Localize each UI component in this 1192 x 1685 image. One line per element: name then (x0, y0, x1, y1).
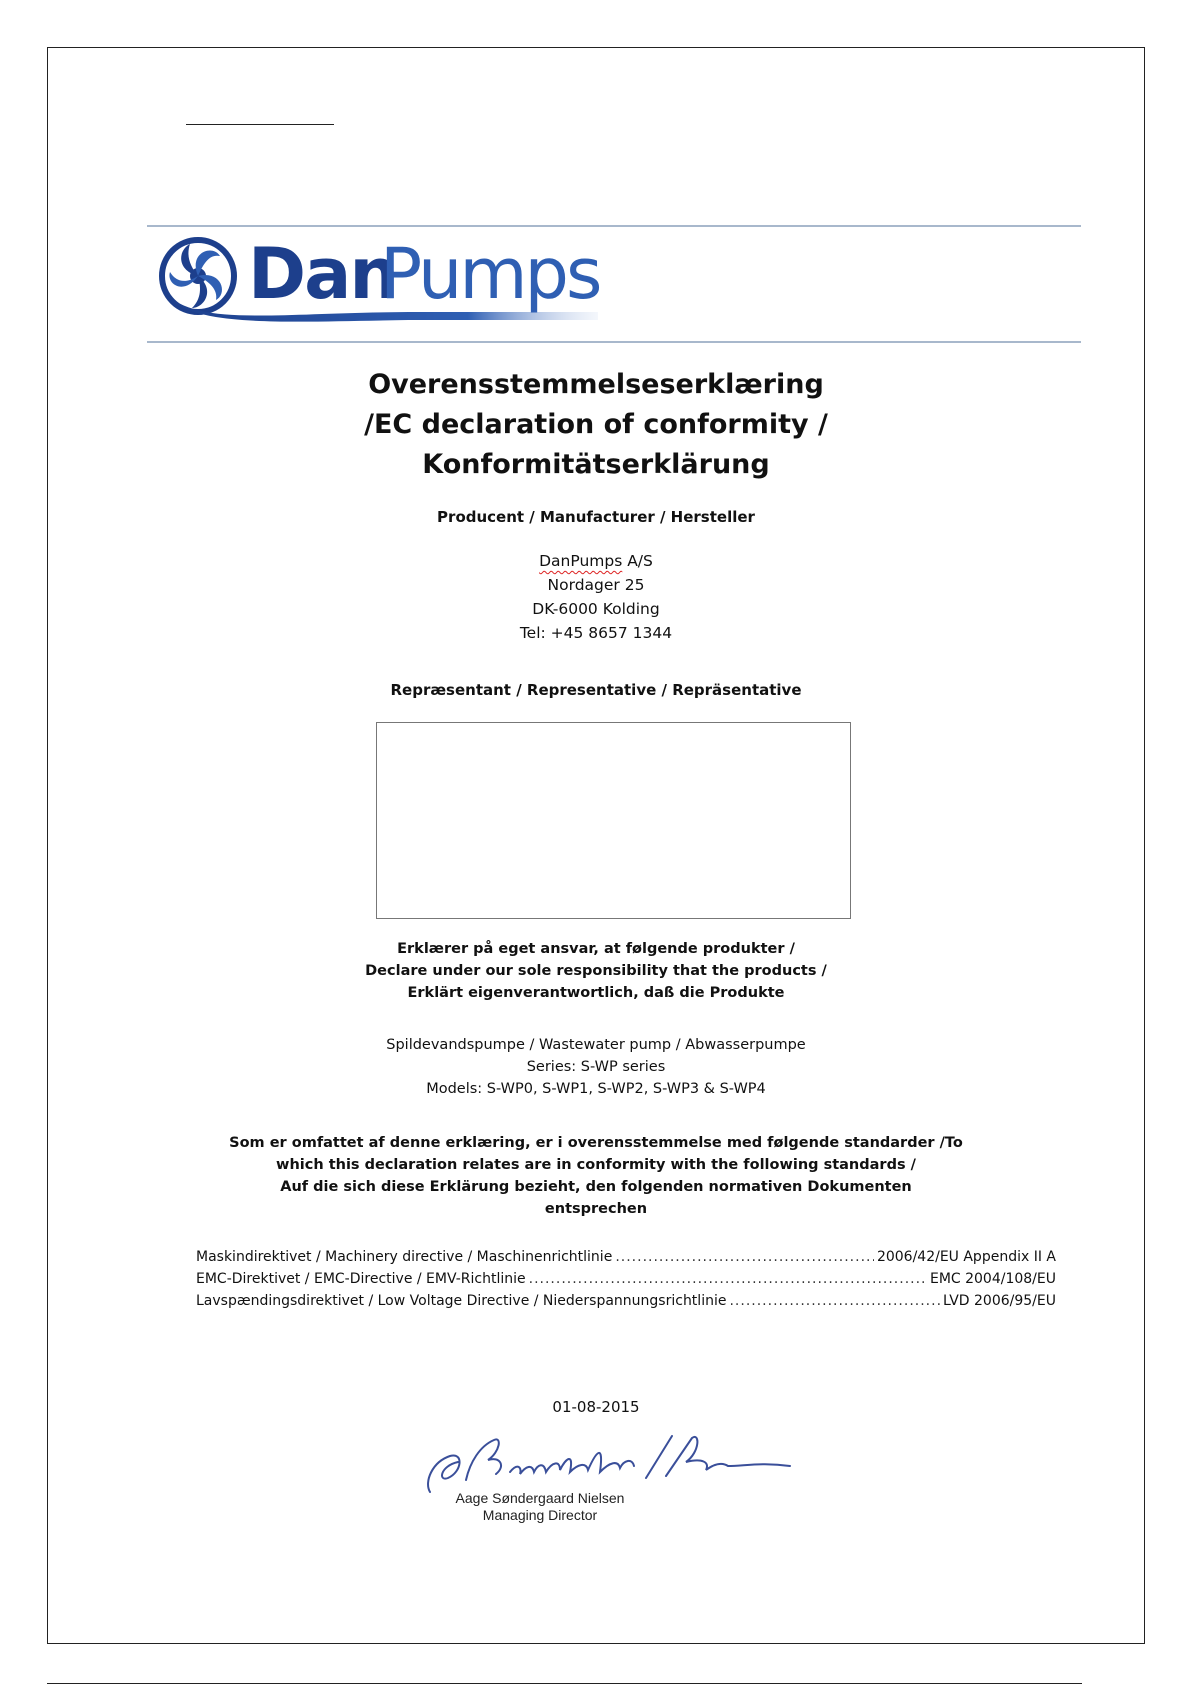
directive-row-machinery (196, 1246, 1056, 1268)
manufacturer-address (47, 549, 1145, 645)
signer-block (440, 1490, 640, 1524)
logo-band-top-line (147, 225, 1081, 227)
title-line-german: Konformitätserklärung (422, 449, 770, 480)
directive-name: EMC-Direktivet / EMC-Directive / EMV-Richtlinie (196, 1271, 526, 1287)
declaration-date: 01-08-2015 (552, 1398, 640, 1416)
directives-list (196, 1246, 1056, 1312)
directive-reference: EMC 2004/108/EU (929, 1271, 1056, 1287)
dot-leader (529, 1268, 927, 1290)
standards-line-3: Auf die sich diese Erklärung bezieht, den folgenden normativen Dokumenten (280, 1179, 912, 1195)
logo-brand-pumps: Pumps (380, 233, 600, 315)
street-line: Nordager 25 (547, 576, 645, 594)
logo-band-bottom-line (147, 341, 1081, 343)
company-name: DanPumps (539, 552, 623, 570)
declaration-line-german: Erklärt eigenverantwortlich, daß die Produkte (407, 985, 785, 1001)
product-models: Models: S-WP0, S-WP1, S-WP2, S-WP3 & S-WP4 (426, 1081, 766, 1097)
directive-reference: LVD 2006/95/EU (942, 1293, 1056, 1309)
phone-line: Tel: +45 8657 1344 (519, 624, 673, 642)
declaration-line-english: Declare under our sole responsibility that the products / (365, 963, 827, 979)
directive-row-low-voltage (196, 1290, 1056, 1312)
representative-heading: Repræsentant / Representative / Repräsentative (390, 681, 802, 699)
logo-brand-dan: Dan (248, 233, 398, 315)
signer-title: Managing Director (482, 1507, 598, 1523)
directive-name: Lavspændingsdirektivet / Low Voltage Directive / Niederspannungsrichtlinie (196, 1293, 727, 1309)
directive-reference: 2006/42/EU Appendix II A (876, 1249, 1056, 1265)
standards-line-2: which this declaration relates are in conformity with the following standards / (276, 1157, 916, 1173)
dot-leader (729, 1290, 939, 1312)
manufacturer-heading: Producent / Manufacturer / Hersteller (437, 508, 755, 526)
standards-line-1: Som er omfattet af denne erklæring, er i overensstemmelse med følgende standarder /To (229, 1135, 963, 1151)
standards-line-4: entsprechen (544, 1201, 648, 1217)
declaration-statement (47, 938, 1145, 1004)
company-suffix: A/S (622, 552, 653, 570)
standards-statement (47, 1132, 1145, 1220)
declaration-line-danish: Erklærer på eget ansvar, at følgende produkter / (397, 941, 795, 957)
bottom-rule (47, 1683, 1082, 1684)
city-line: DK-6000 Kolding (532, 600, 660, 618)
product-description (47, 1034, 1145, 1100)
product-series: Series: S-WP series (526, 1059, 666, 1075)
signer-name: Aage Søndergaard Nielsen (455, 1490, 625, 1506)
top-rule (186, 124, 334, 125)
dot-leader (615, 1246, 874, 1268)
directive-row-emc (196, 1268, 1056, 1290)
company-line (47, 549, 1145, 573)
document-title (47, 365, 1145, 485)
title-line-danish: Overensstemmelseserklæring (368, 369, 824, 400)
directive-name: Maskindirektivet / Machinery directive / Maschinenrichtlinie (196, 1249, 613, 1265)
title-line-english: /EC declaration of conformity / (364, 409, 828, 440)
product-type: Spildevandspumpe / Wastewater pump / Abwasserpumpe (386, 1037, 806, 1053)
representative-box (376, 722, 851, 919)
danpumps-logo (158, 232, 608, 332)
